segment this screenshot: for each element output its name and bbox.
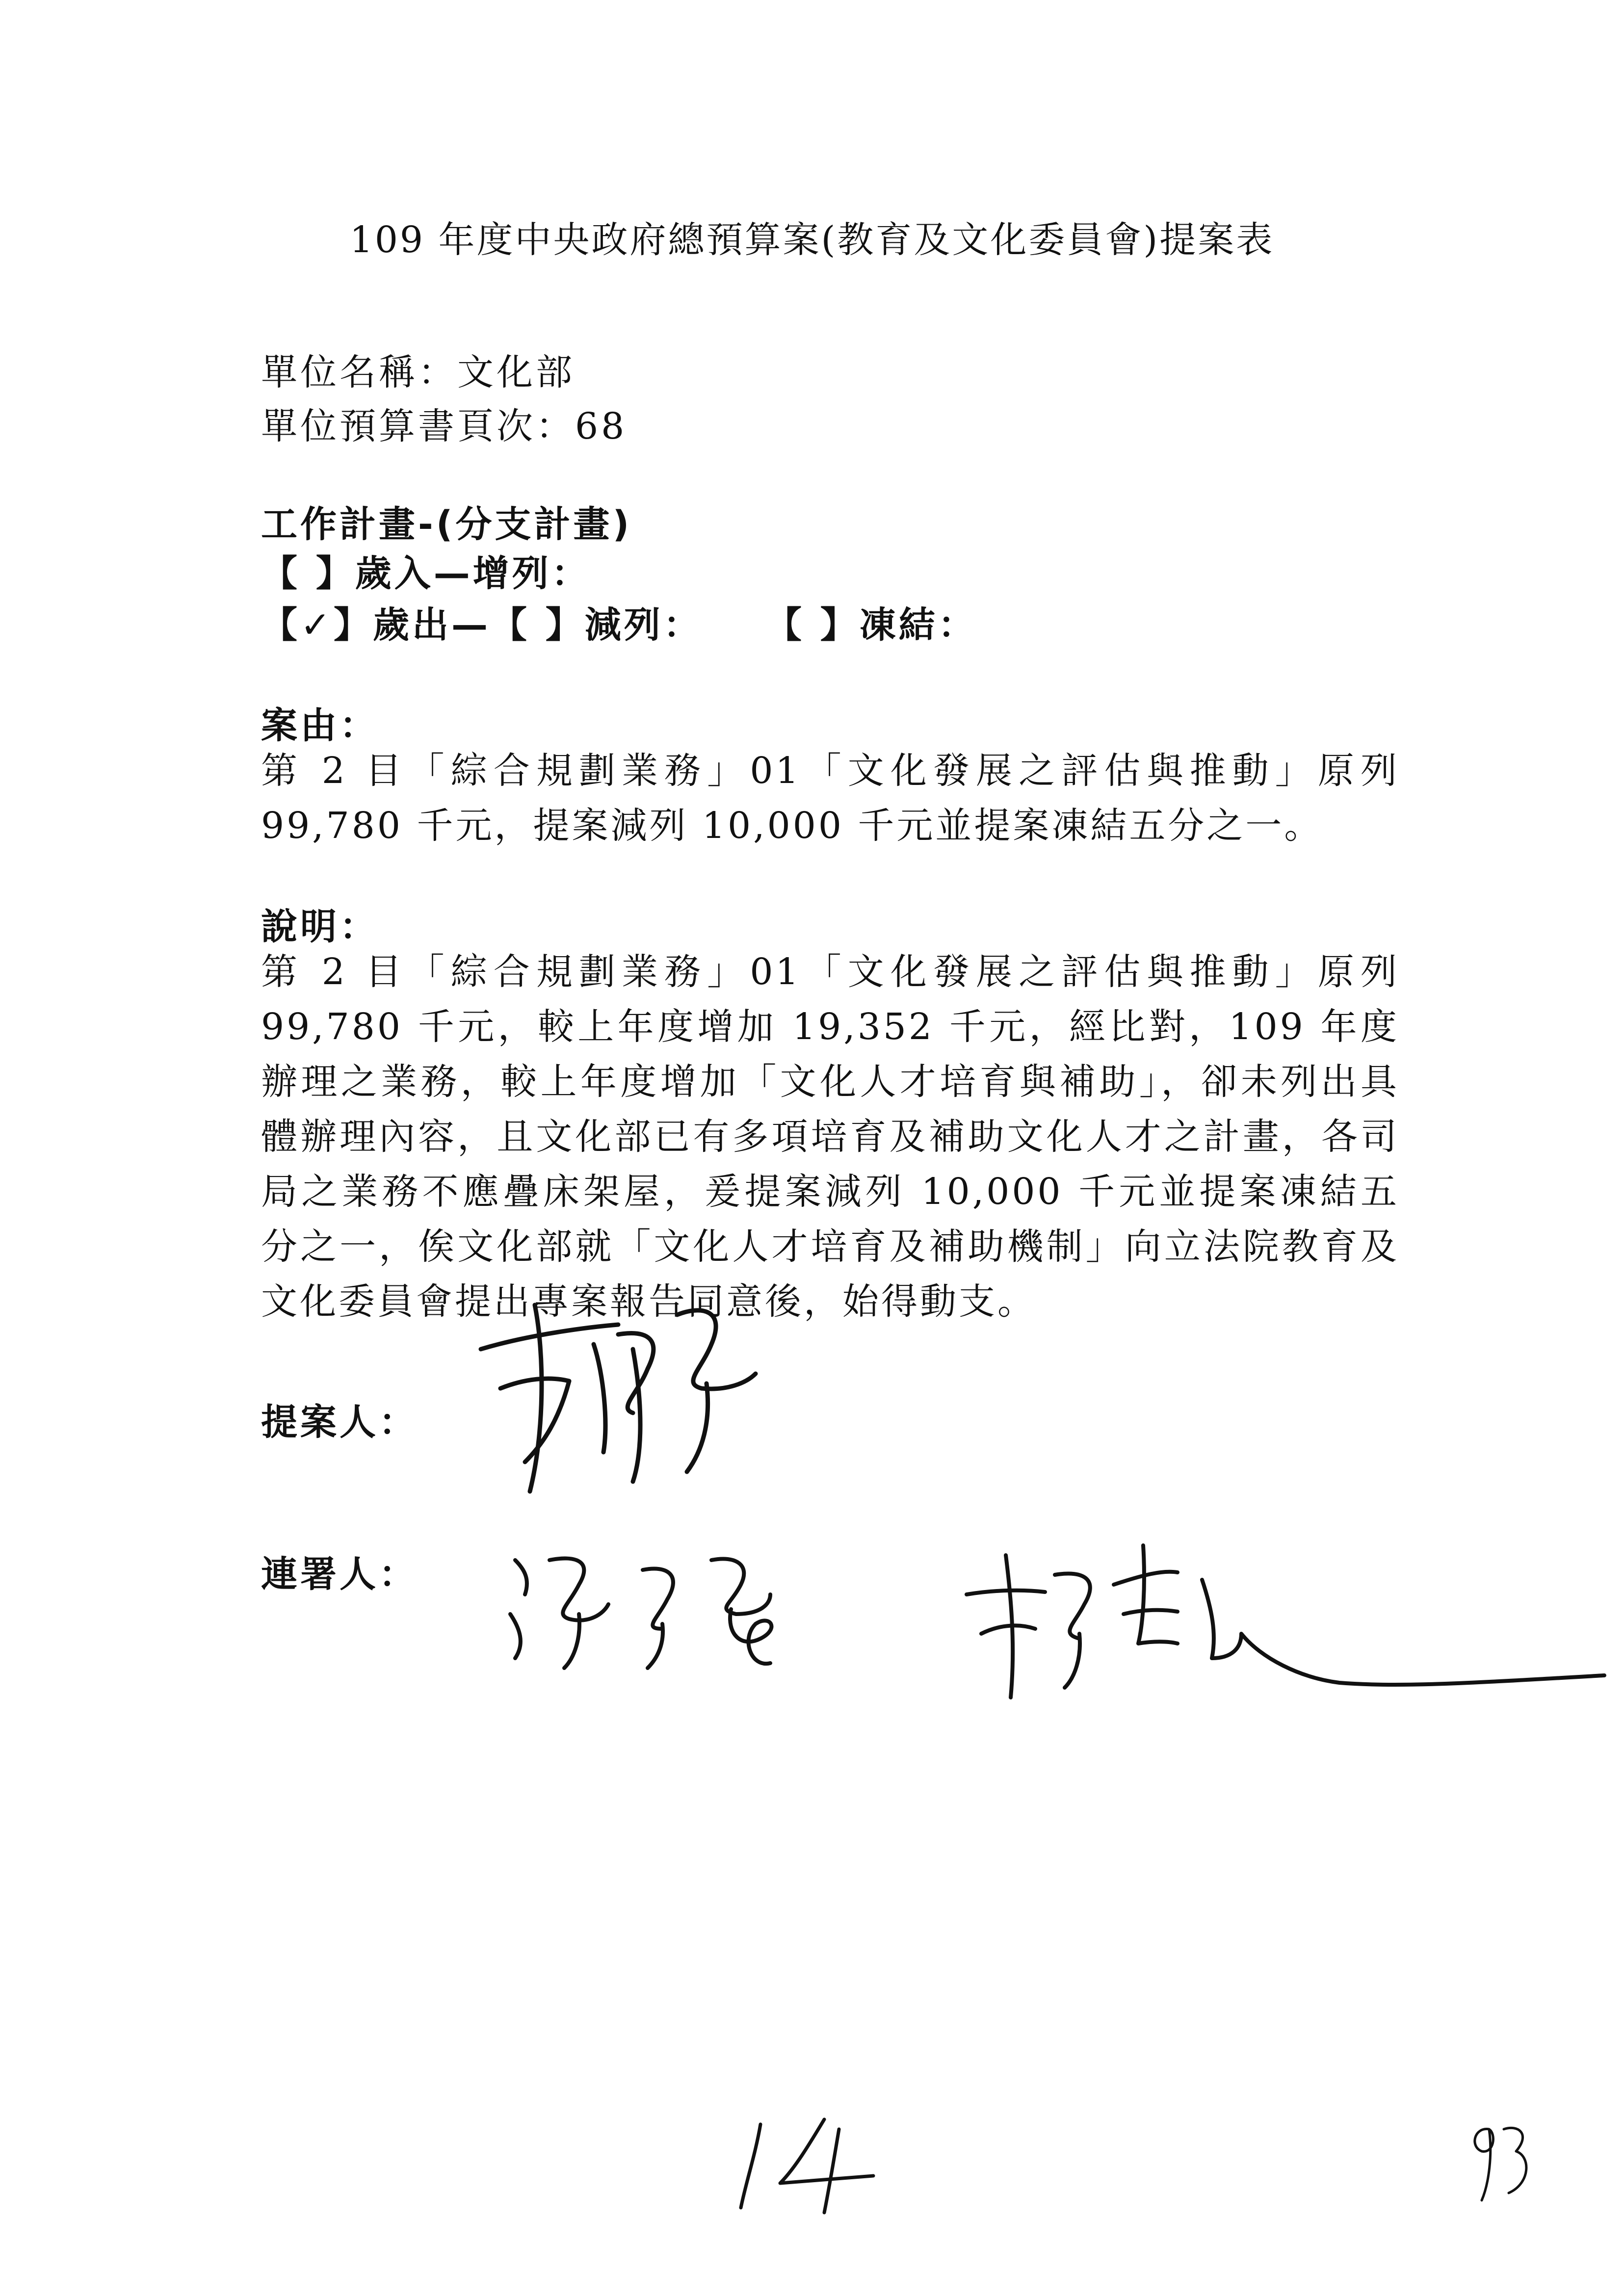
explain-text: 第 2 目「綜合規劃業務」01「文化發展之評估與推動」原列 99,780 千元，較上年度增加 19,352 千元，經比對，109 年度辦理之業務，較上年度增加「文化人才培育與補助」，卻未列出具體辦理內容，且文化部已有多項培育及補助文化人才之計畫，各司局之業務不應疊床架屋，爰提案減列 10,000 千元並提案凍結五分之一，俟文化部就「文化人才培育及補助機制」向立法院教育及文化委員會提出專案報告同意後，始得動支。	[261, 951, 1399, 1323]
reason-text: 第 2 目「綜合規劃業務」01「文化發展之評估與推動」原列 99,780 千元，提案減列 10,000 千元並提案凍結五分之一。	[261, 750, 1399, 847]
unit-name-label: 單位名稱：	[261, 351, 457, 393]
handwritten-page-number	[726, 2110, 903, 2218]
freeze-line: 【 】凍結：	[765, 604, 977, 646]
plan-line: 工作計畫-(分支計畫)	[261, 503, 632, 546]
proposer-signature	[471, 1276, 775, 1506]
document-title: 109 年度中央政府總預算案(教育及文化委員會)提案表	[349, 219, 1275, 261]
expense-line: 【✓】歲出—【 】減列：	[261, 604, 703, 646]
proposer-label: 提案人：	[261, 1401, 418, 1443]
cosigner-signature-1	[496, 1531, 839, 1678]
reason-heading: 案由：	[261, 704, 379, 747]
page-ref-label: 單位預算書頁次：	[261, 405, 575, 447]
cosigner-label: 連署人：	[261, 1553, 418, 1595]
unit-name-value: 文化部	[457, 351, 575, 393]
income-line: 【 】歲入—增列：	[261, 552, 591, 595]
explain-heading: 說明：	[261, 906, 379, 948]
handwritten-corner-number	[1462, 2114, 1536, 2208]
cosigner-signature-2	[957, 1536, 1614, 1712]
unit-name-row	[261, 343, 575, 395]
page-ref-value: 68	[575, 405, 628, 447]
page-ref-row	[261, 397, 627, 449]
